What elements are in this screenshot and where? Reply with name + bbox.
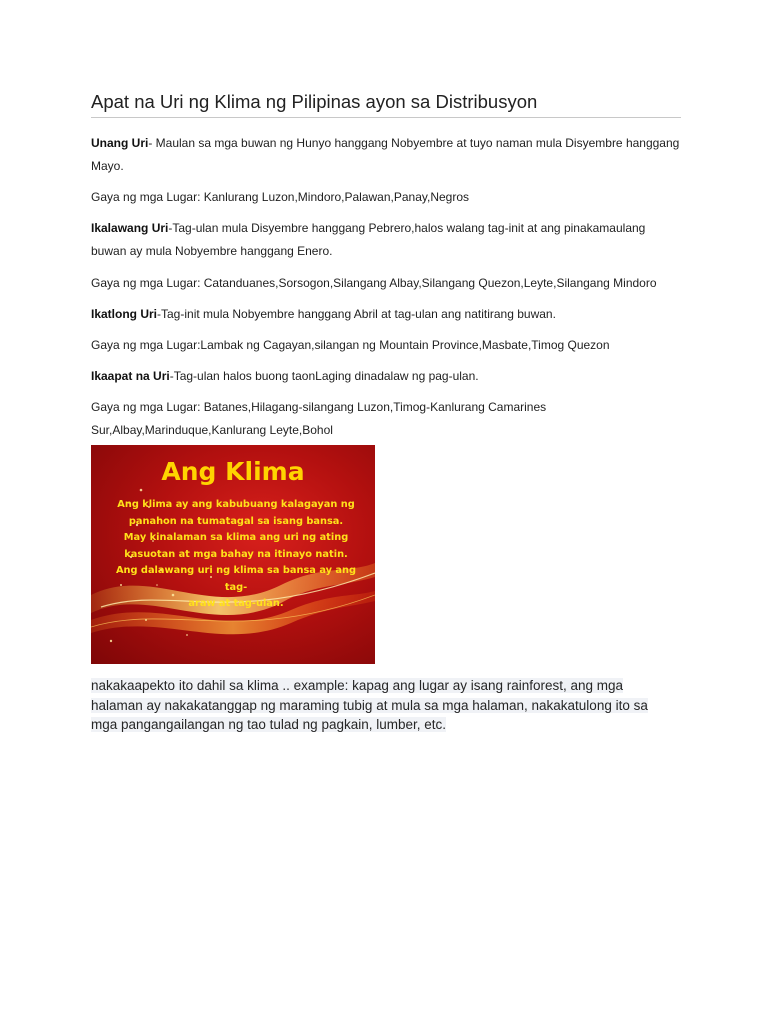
banner-line: panahon na tumatagal sa isang bansa. <box>128 515 344 527</box>
section-1-label: Unang Uri <box>91 136 149 150</box>
note-paragraph <box>91 676 671 735</box>
document-title: Apat na Uri ng Klima ng Pilipinas ayon sa Distribusyon <box>91 91 538 112</box>
banner-title: Ang Klima <box>161 457 305 486</box>
section-4-label: Ikaapat na Uri <box>91 369 170 383</box>
section-3-description <box>91 303 681 326</box>
klima-banner-image <box>91 445 375 664</box>
section-3-places: Gaya ng mga Lugar:Lambak ng Cagayan,silangan ng Mountain Province,Masbate,Timog Quezon <box>91 338 610 352</box>
banner-line: Ang dalawang uri ng klima sa bansa ay ang tag- <box>115 565 357 593</box>
section-1-description <box>91 132 681 178</box>
banner-text <box>105 497 367 613</box>
banner-line: Ang klima ay ang kabubuang kalagayan ng <box>117 499 355 510</box>
note-text: nakakaapekto ito dahil sa klima .. example: kapag ang lugar ay isang rainforest, ang mga halaman ay nakakatanggap ng maraming tubig at mula sa mga halaman, nakakatulong ito sa mga pangangailangan ng tao tulad ng pagkain, lumber, etc. <box>91 678 648 732</box>
section-1-places: Gaya ng mga Lugar: Kanlurang Luzon,Mindoro,Palawan,Panay,Negros <box>91 190 470 204</box>
section-2-places: Gaya ng mga Lugar: Catanduanes,Sorsogon,Silangang Albay,Silangang Quezon,Leyte,Silangang Mindoro <box>91 276 657 290</box>
section-4-description <box>91 365 681 388</box>
section-4-places: Gaya ng mga Lugar: Batanes,Hilagang-silangang Luzon,Timog-Kanlurang Camarines Sur,Albay,Marinduque,Kanlurang Leyte,Bohol <box>91 400 547 437</box>
section-2-label: Ikalawang Uri <box>91 221 169 235</box>
section-3-label: Ikatlong Uri <box>91 307 158 321</box>
title-divider <box>91 117 681 118</box>
banner-line: araw at tag-ulan. <box>188 598 284 609</box>
section-2-text: -Tag-ulan mula Disyembre hanggang Pebrero,halos walang tag-init at ang pinakamaulang buwan ay mula Nobyembre hanggang Enero. <box>91 221 646 258</box>
section-1-text: - Maulan sa mga buwan ng Hunyo hanggang Nobyembre at tuyo naman mula Disyembre hanggang Mayo. <box>91 136 680 173</box>
banner-line: May kinalaman sa klima ang uri ng ating <box>123 532 349 543</box>
section-4-text: -Tag-ulan halos buong taonLaging dinadalaw ng pag-ulan. <box>169 369 479 383</box>
banner-line: kasuotan at mga bahay na itinayo natin. <box>124 548 348 560</box>
section-3-text: -Tag-init mula Nobyembre hanggang Abril at tag-ulan ang natitirang buwan. <box>157 307 556 321</box>
section-2-description <box>91 217 681 263</box>
